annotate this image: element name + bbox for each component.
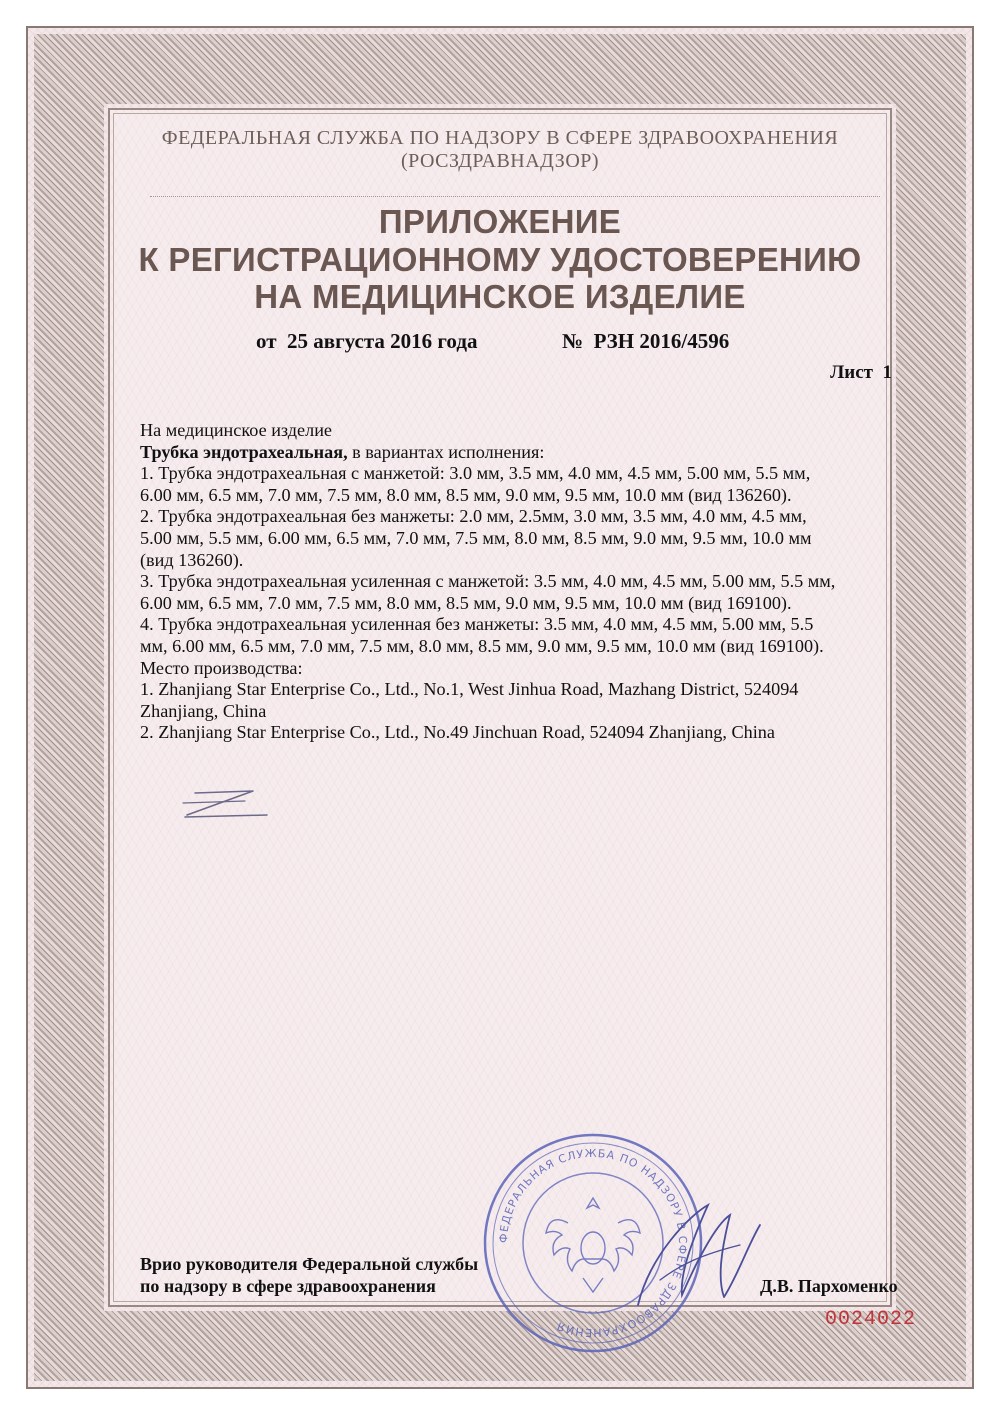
- document-title-line1: ПРИЛОЖЕНИЕ: [378, 203, 622, 240]
- product-name-line: [140, 442, 880, 464]
- seal-text: ФЕДЕРАЛЬНАЯ СЛУЖБА ПО НАДЗОРУ В СФЕРЕ ЗДРАВООХРАНЕНИЯ: [496, 1146, 690, 1340]
- agency-name: ФЕДЕРАЛЬНАЯ СЛУЖБА ПО НАДЗОРУ В СФЕРЕ ЗДРАВООХРАНЕНИЯ: [161, 127, 839, 149]
- body-line: 6.00 мм, 6.5 мм, 7.0 мм, 7.5 мм, 8.0 мм, 8.5 мм, 9.0 мм, 9.5 мм, 10.0 мм (вид 169100).: [140, 592, 792, 613]
- body-intro: На медицинское изделие: [140, 420, 332, 440]
- body-line: 1. Трубка эндотрахеальная с манжетой: 3.0 мм, 3.5 мм, 4.0 мм, 4.5 мм, 5.00 мм, 5.5 мм,: [140, 463, 811, 484]
- handwritten-signature: [620, 1185, 770, 1315]
- body-line: Zhanjiang, China: [140, 700, 267, 721]
- body-line: 5.00 мм, 5.5 мм, 6.00 мм, 6.5 мм, 7.0 мм, 7.5 мм, 8.0 мм, 8.5 мм, 9.0 мм, 9.5 мм, 10.0 мм: [140, 527, 812, 548]
- serial-number: 0024022: [825, 1308, 917, 1331]
- sheet-number: Лист 1: [830, 362, 892, 383]
- body-line: (вид 136260).: [140, 549, 244, 570]
- issue-date: от 25 августа 2016 года: [256, 329, 478, 353]
- body-line: 3. Трубка эндотрахеальная усиленная с манжетой: 3.5 мм, 4.0 мм, 4.5 мм, 5.00 мм, 5.5 мм,: [140, 571, 836, 592]
- body-line: 2. Zhanjiang Star Enterprise Co., Ltd., No.49 Jinchuan Road, 524094 Zhanjiang, China: [140, 722, 775, 743]
- document-title-line3: НА МЕДИЦИНСКОЕ ИЗДЕЛИЕ: [254, 278, 746, 315]
- product-name: Трубка эндотрахеальная,: [140, 441, 348, 462]
- body-line: 4. Трубка эндотрахеальная усиленная без манжеты: 3.5 мм, 4.0 мм, 4.5 мм, 5.00 мм, 5.5: [140, 614, 814, 635]
- body-line: мм, 6.00 мм, 6.5 мм, 7.0 мм, 7.5 мм, 8.0 мм, 8.5 мм, 9.0 мм, 9.5 мм, 10.0 мм (вид 169100).: [140, 635, 824, 656]
- dotted-divider: [150, 196, 880, 197]
- handwritten-initials: [175, 785, 285, 835]
- signatory-title-line1: Врио руководителя Федеральной службы: [140, 1254, 479, 1274]
- signatory-name: Д.В. Пархоменко: [760, 1276, 898, 1296]
- body-line: Место производства:: [140, 657, 303, 678]
- body-line: 1. Zhanjiang Star Enterprise Co., Ltd., No.1, West Jinhua Road, Mazhang District, 524094: [140, 679, 799, 700]
- certificate-body: [140, 420, 880, 744]
- registration-number: № РЗН 2016/4596: [562, 329, 730, 353]
- product-variants-intro: в вариантах исполнения:: [347, 441, 545, 462]
- body-line: 2. Трубка эндотрахеальная без манжеты: 2.0 мм, 2.5мм, 3.0 мм, 3.5 мм, 4.0 мм, 4.5 мм,: [140, 506, 807, 527]
- document-title-line2: К РЕГИСТРАЦИОННОМУ УДОСТОВЕРЕНИЮ: [138, 241, 862, 278]
- signatory-title-line2: по надзору в сфере здравоохранения: [140, 1276, 436, 1296]
- body-line: 6.00 мм, 6.5 мм, 7.0 мм, 7.5 мм, 8.0 мм, 8.5 мм, 9.0 мм, 9.5 мм, 10.0 мм (вид 136260).: [140, 484, 792, 505]
- agency-abbreviation: (РОСЗДРАВНАДЗОР): [400, 150, 600, 172]
